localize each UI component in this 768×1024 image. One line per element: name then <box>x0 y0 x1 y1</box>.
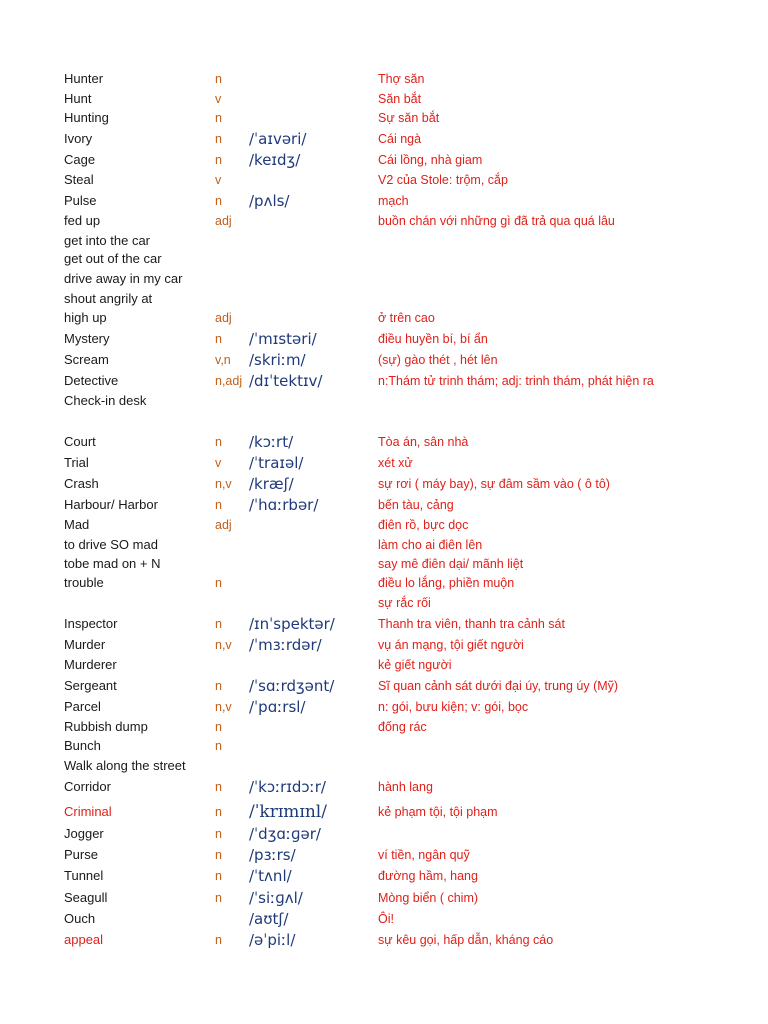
vocab-row <box>0 108 768 128</box>
vietnamese-meaning: mạch <box>378 194 409 208</box>
vocab-row <box>0 614 768 634</box>
vocab-row <box>0 573 768 593</box>
vocab-word: Check-in desk <box>64 393 147 408</box>
phonetic-transcription: /pɜːrs/ <box>249 846 296 864</box>
vocab-row <box>0 191 768 211</box>
part-of-speech: n <box>215 848 222 862</box>
vocab-row <box>0 824 768 844</box>
vocab-row <box>0 231 768 251</box>
phonetic-transcription: /ˈsɑːrdʒənt/ <box>249 677 335 695</box>
part-of-speech: n <box>215 435 222 449</box>
vocab-word: Detective <box>64 373 119 388</box>
vocab-word: Corridor <box>64 779 111 794</box>
vocab-word: shout angrily at <box>64 291 153 306</box>
vocab-word: Hunter <box>64 71 104 86</box>
phonetic-transcription: /ɪnˈspektər/ <box>249 615 335 633</box>
vietnamese-meaning: buồn chán với những gì đã trả qua quá lâu <box>378 214 615 228</box>
vocab-row <box>0 329 768 349</box>
part-of-speech: n <box>215 720 222 734</box>
part-of-speech: n <box>215 132 222 146</box>
part-of-speech: n <box>215 933 222 947</box>
vocab-row <box>0 432 768 452</box>
vocab-word: Crash <box>64 476 99 491</box>
phonetic-transcription: /keɪdʒ/ <box>249 151 301 169</box>
vietnamese-meaning: ví tiền, ngân quỹ <box>378 848 470 862</box>
vocab-row <box>0 930 768 950</box>
vietnamese-meaning: điên rồ, bực dọc <box>378 518 469 532</box>
vocab-row <box>0 676 768 696</box>
phonetic-transcription: /kræʃ/ <box>249 475 294 493</box>
vocab-row <box>0 756 768 776</box>
vocab-word: Purse <box>64 847 98 862</box>
vocab-row <box>0 211 768 231</box>
part-of-speech: adj <box>215 214 232 228</box>
phonetic-transcription: /ˈtʌnl/ <box>249 867 292 885</box>
vocab-row <box>0 845 768 865</box>
vietnamese-meaning: Sự săn bắt <box>378 111 440 125</box>
part-of-speech: n <box>215 111 222 125</box>
part-of-speech: n <box>215 780 222 794</box>
vocab-word: Parcel <box>64 699 101 714</box>
vietnamese-meaning: Săn bắt <box>378 92 422 106</box>
part-of-speech: n <box>215 739 222 753</box>
part-of-speech: n <box>215 891 222 905</box>
vietnamese-meaning: kẻ phạm tội, tội phạm <box>378 805 498 819</box>
part-of-speech: n <box>215 194 222 208</box>
part-of-speech: v <box>215 173 222 187</box>
vietnamese-meaning: điều lo lắng, phiền muộn <box>378 576 515 590</box>
vocab-row <box>0 909 768 929</box>
phonetic-transcription: /ˈkrɪmɪnl/ <box>249 802 327 822</box>
vocab-row <box>0 554 768 574</box>
vocab-word: Criminal <box>64 804 112 819</box>
vocab-row <box>0 350 768 370</box>
vocab-row <box>0 495 768 515</box>
phonetic-transcription: /ˈdʒɑːɡər/ <box>249 825 321 843</box>
vietnamese-meaning: V2 của Stole: trộm, cắp <box>378 173 508 187</box>
part-of-speech: v,n <box>215 353 231 367</box>
part-of-speech: n <box>215 498 222 512</box>
vocab-row <box>0 593 768 613</box>
phonetic-transcription: /pʌls/ <box>249 192 290 210</box>
part-of-speech: n,v <box>215 700 232 714</box>
vocab-row <box>0 453 768 473</box>
part-of-speech: n,v <box>215 477 232 491</box>
vietnamese-meaning: Thợ săn <box>378 72 425 86</box>
vietnamese-meaning: say mê điên dại/ mãnh liệt <box>378 557 524 571</box>
vietnamese-meaning: n: gói, bưu kiện; v: gói, bọc <box>378 700 529 714</box>
vocab-word: Rubbish dump <box>64 719 148 734</box>
part-of-speech: n <box>215 72 222 86</box>
vocab-word: Steal <box>64 172 94 187</box>
vocab-row <box>0 697 768 717</box>
vietnamese-meaning: sự kêu gọi, hấp dẫn, kháng cáo <box>378 933 554 947</box>
part-of-speech: n <box>215 679 222 693</box>
vocab-row <box>0 308 768 328</box>
vocab-row <box>0 802 768 822</box>
vocab-word: Harbour/ Harbor <box>64 497 158 512</box>
vocab-row <box>0 150 768 170</box>
vietnamese-meaning: kẻ giết người <box>378 658 452 672</box>
vocab-row <box>0 635 768 655</box>
phonetic-transcription: /ˈmɪstəri/ <box>249 330 317 348</box>
vocab-row <box>0 515 768 535</box>
phonetic-transcription: /əˈpiːl/ <box>249 931 296 949</box>
vocab-word: high up <box>64 310 107 325</box>
part-of-speech: n <box>215 869 222 883</box>
vocab-row <box>0 249 768 269</box>
vietnamese-meaning: đường hầm, hang <box>378 869 478 883</box>
vocab-row <box>0 655 768 675</box>
phonetic-transcription: /ˈaɪvəri/ <box>249 130 307 148</box>
vocab-word: Sergeant <box>64 678 117 693</box>
phonetic-transcription: /ˈkɔːrɪdɔːr/ <box>249 778 326 796</box>
vocab-row <box>0 391 768 411</box>
vietnamese-meaning: vụ án mạng, tội giết người <box>378 638 524 652</box>
phonetic-transcription: /kɔːrt/ <box>249 433 294 451</box>
vocab-row <box>0 866 768 886</box>
vocab-row <box>0 535 768 555</box>
part-of-speech: n <box>215 576 222 590</box>
phonetic-transcription: /dɪˈtektɪv/ <box>249 372 323 390</box>
vietnamese-meaning: làm cho ai điên lên <box>378 538 483 552</box>
vocab-row <box>0 888 768 908</box>
part-of-speech: n,v <box>215 638 232 652</box>
vietnamese-meaning: Cái lồng, nhà giam <box>378 153 483 167</box>
phonetic-transcription: /ˈmɜːrdər/ <box>249 636 322 654</box>
part-of-speech: n <box>215 827 222 841</box>
vietnamese-meaning: đống rác <box>378 720 427 734</box>
vietnamese-meaning: Ôi! <box>378 912 394 926</box>
vocab-word: Hunting <box>64 110 109 125</box>
vocab-row <box>0 69 768 89</box>
vietnamese-meaning: n:Thám tử trinh thám; adj: trinh thám, phát hiện ra <box>378 374 654 388</box>
vocab-word: Mad <box>64 517 90 532</box>
phonetic-transcription: /ˈtraɪəl/ <box>249 454 304 472</box>
part-of-speech: n <box>215 805 222 819</box>
vocab-row <box>0 269 768 289</box>
vocab-word: Mystery <box>64 331 110 346</box>
vietnamese-meaning: Cái ngà <box>378 132 422 146</box>
vocab-row <box>0 777 768 797</box>
vietnamese-meaning: Sĩ quan cảnh sát dưới đại úy, trung úy (Mỹ) <box>378 679 619 693</box>
vocab-word: Tunnel <box>64 868 104 883</box>
vocab-word: Scream <box>64 352 109 367</box>
vietnamese-meaning: Tòa án, sân nhà <box>378 435 469 449</box>
vocab-word: to drive SO mad <box>64 537 158 552</box>
vocab-word: Ouch <box>64 911 96 926</box>
vocab-word: Trial <box>64 455 89 470</box>
part-of-speech: n <box>215 153 222 167</box>
vocab-word: Pulse <box>64 193 97 208</box>
vietnamese-meaning: ở trên cao <box>378 311 435 325</box>
vocab-row <box>0 170 768 190</box>
part-of-speech: v <box>215 456 222 470</box>
vocab-row <box>0 371 768 391</box>
part-of-speech: adj <box>215 518 232 532</box>
vocab-word: Ivory <box>64 131 93 146</box>
vietnamese-meaning: điều huyền bí, bí ẩn <box>378 332 488 346</box>
vietnamese-meaning: hành lang <box>378 780 433 794</box>
part-of-speech: n <box>215 332 222 346</box>
vietnamese-meaning: bến tàu, cảng <box>378 498 454 512</box>
vocab-row <box>0 717 768 737</box>
vocab-word: Inspector <box>64 616 118 631</box>
vocab-word: Cage <box>64 152 96 167</box>
vocab-word: tobe mad on + N <box>64 556 161 571</box>
vocab-word: Hunt <box>64 91 92 106</box>
vocab-row <box>0 129 768 149</box>
part-of-speech: n,adj <box>215 374 243 388</box>
vocab-word: Court <box>64 434 96 449</box>
vocab-row <box>0 736 768 756</box>
vocab-row <box>0 89 768 109</box>
phonetic-transcription: /skriːm/ <box>249 351 306 369</box>
vocab-word: appeal <box>64 932 104 947</box>
part-of-speech: adj <box>215 311 232 325</box>
vietnamese-meaning: sự rắc rối <box>378 596 431 610</box>
vietnamese-meaning: (sự) gào thét , hét lên <box>378 353 498 367</box>
vocab-word: Jogger <box>64 826 104 841</box>
phonetic-transcription: /ˈpɑːrsl/ <box>249 698 306 716</box>
vietnamese-meaning: Thanh tra viên, thanh tra cảnh sát <box>378 617 565 631</box>
vocab-row <box>0 289 768 309</box>
vocab-word: drive away in my car <box>64 271 183 286</box>
part-of-speech: v <box>215 92 222 106</box>
vocab-word: fed up <box>64 213 101 228</box>
phonetic-transcription: /aʊtʃ/ <box>249 910 289 928</box>
vietnamese-meaning: xét xử <box>378 456 413 470</box>
part-of-speech: n <box>215 617 222 631</box>
vocab-word: Walk along the street <box>64 758 186 773</box>
vocab-word: get into the car <box>64 233 150 248</box>
vocab-word: Murderer <box>64 657 117 672</box>
vocab-word: get out of the car <box>64 251 162 266</box>
vocab-word: Seagull <box>64 890 108 905</box>
vocab-word: Murder <box>64 637 106 652</box>
phonetic-transcription: /ˈsiːɡʌl/ <box>249 889 303 907</box>
vocab-row <box>0 474 768 494</box>
vietnamese-meaning: Mòng biển ( chim) <box>378 891 479 905</box>
vietnamese-meaning: sự rơi ( máy bay), sự đâm sầm vào ( ô tô) <box>378 477 610 491</box>
vocab-word: Bunch <box>64 738 101 753</box>
vocab-word: trouble <box>64 575 104 590</box>
phonetic-transcription: /ˈhɑːrbər/ <box>249 496 319 514</box>
